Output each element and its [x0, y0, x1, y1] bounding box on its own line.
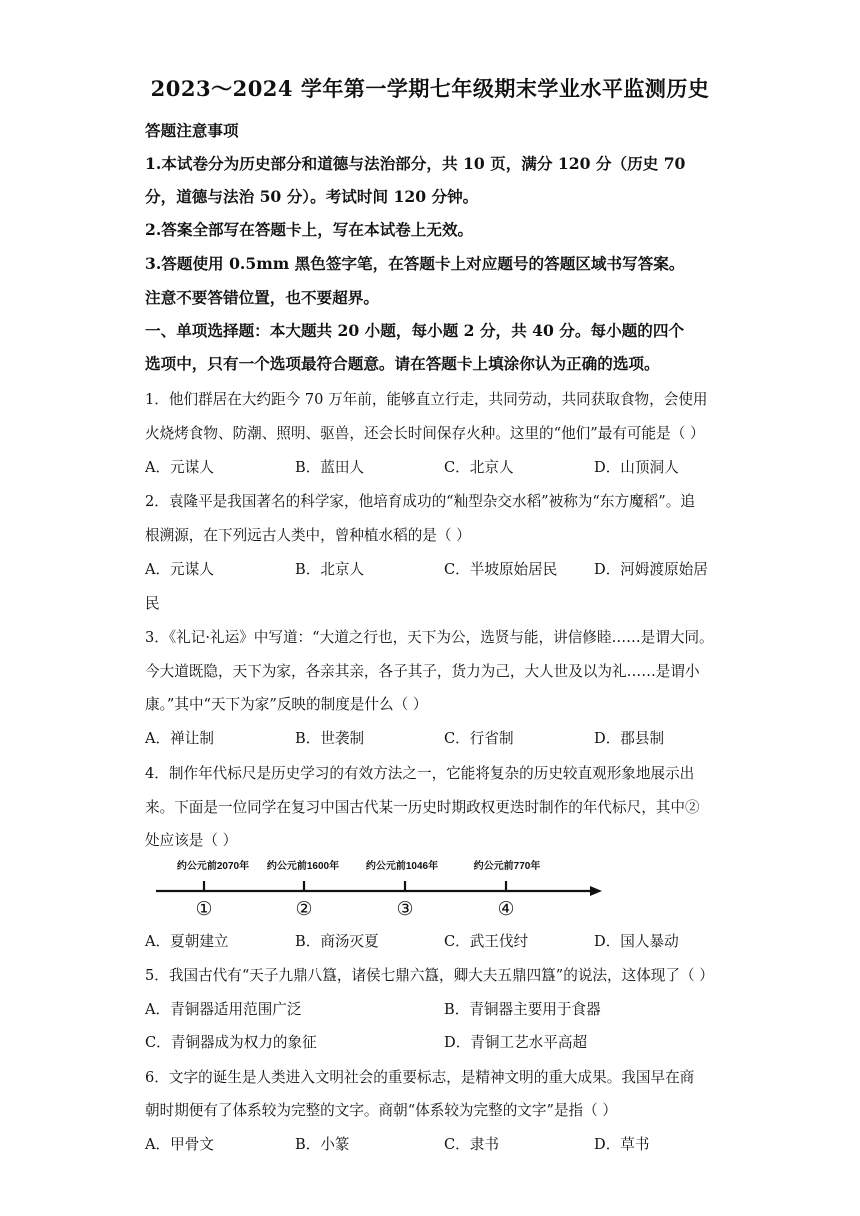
page-title: 2023～2024 学年第一学期七年级期末学业水平监测历史 — [150, 76, 710, 101]
question-2-option-d: D．河姆渡原始居 — [594, 561, 708, 578]
question-3-option-a: A．禅让制 — [145, 730, 214, 747]
notice-heading: 答题注意事项 — [145, 121, 239, 140]
section-header: 一、单项选择题：本大题共 20 小题，每小题 2 分，共 40 分。每小题的四个 — [145, 321, 685, 340]
question-4-stem: 来。下面是一位同学在复习中国古代某一历史时期政权更迭时制作的年代标尺，其中② — [145, 799, 700, 816]
question-2-stem: 根溯源，在下列远古人类中，曾种植水稻的是（ ） — [145, 527, 471, 544]
question-6-option-a: A．甲骨文 — [145, 1136, 214, 1153]
question-3-option-c: C．行省制 — [444, 730, 514, 747]
notice-line: 分，道德与法治 50 分）。考试时间 120 分钟。 — [145, 187, 479, 206]
question-6-option-d: D．草书 — [594, 1136, 650, 1153]
question-5-option-b: B．青铜器主要用于食器 — [444, 1001, 601, 1018]
question-1-option-c: C．北京人 — [444, 459, 514, 476]
question-3-stem: 3．《礼记·礼运》中写道：“大道之行也，天下为公，选贤与能，讲信修睦……是谓大同。 — [145, 629, 714, 646]
section-header: 选项中，只有一个选项最符合题意。请在答题卡上填涂你认为正确的选项。 — [145, 354, 660, 373]
question-5-option-d: D．青铜工艺水平高超 — [444, 1034, 588, 1051]
question-3-stem: 康。”其中“天下为家”反映的制度是什么（ ） — [145, 696, 428, 713]
question-3-option-b: B．世袭制 — [295, 730, 365, 747]
question-2-option-b: B．北京人 — [295, 561, 365, 578]
question-6-option-c: C．隶书 — [444, 1136, 499, 1153]
timeline-label: 约公元前770年 — [473, 861, 541, 872]
question-6-stem: 朝时期便有了体系较为完整的文字。商朝“体系较为完整的文字”是指（ ） — [145, 1102, 617, 1119]
question-4-option-b: B．商汤灭夏 — [295, 933, 379, 950]
timeline-mark: ② — [295, 898, 313, 920]
question-2-option-wrap: 民 — [145, 595, 160, 612]
timeline-label: 约公元前1600年 — [266, 861, 340, 872]
question-2-stem: 2．袁隆平是我国著名的科学家，他培育成功的“籼型杂交水稻”被称为“东方魔稻”。追 — [145, 493, 695, 510]
question-1-stem: 1．他们群居在大约距今 70 万年前，能够直立行走，共同劳动，共同获取食物，会使用 — [145, 391, 708, 408]
question-4-stem: 4．制作年代标尺是历史学习的有效方法之一，它能将复杂的历史较直观形象地展示出 — [145, 765, 695, 782]
timeline-label: 约公元前2070年 — [176, 861, 250, 872]
question-1-option-a: A．元谋人 — [145, 459, 214, 476]
timeline-mark: ③ — [396, 898, 414, 920]
notice-line: 1.本试卷分为历史部分和道德与法治部分，共 10 页，满分 120 分（历史 70 — [145, 154, 686, 173]
question-4-option-d: D．国人暴动 — [594, 933, 679, 950]
question-5-stem: 5．我国古代有“天子九鼎八簋，诸侯七鼎六簋，卿大夫五鼎四簋”的说法，这体现了（ ） — [145, 967, 714, 984]
timeline-arrow — [590, 886, 602, 896]
timeline-mark: ④ — [497, 898, 515, 920]
question-1-stem: 火烧烤食物、防潮、照明、驱兽，还会长时间保存火种。这里的“他们”最有可能是（ ） — [145, 425, 705, 442]
question-5-option-c: C．青铜器成为权力的象征 — [145, 1034, 317, 1051]
question-4-option-a: A．夏朝建立 — [145, 933, 229, 950]
timeline-figure — [150, 852, 610, 922]
question-6-option-b: B．小篆 — [295, 1136, 350, 1153]
question-1-option-b: B．蓝田人 — [295, 459, 365, 476]
question-3-stem: 今大道既隐，天下为家，各亲其亲，各子其子，货力为己，大人世及以为礼……是谓小 — [145, 663, 700, 680]
question-4-option-c: C．武王伐纣 — [444, 933, 529, 950]
question-3-option-d: D．郡县制 — [594, 730, 665, 747]
notice-line: 3.答题使用 0.5mm 黑色签字笔，在答题卡上对应题号的答题区域书写答案。 — [145, 254, 685, 273]
question-2-option-c: C．半坡原始居民 — [444, 561, 558, 578]
timeline-mark: ① — [195, 898, 213, 920]
question-1-option-d: D．山顶洞人 — [594, 459, 679, 476]
question-4-stem: 处应该是（ ） — [145, 832, 238, 849]
question-5-option-a: A．青铜器适用范围广泛 — [145, 1001, 302, 1018]
question-6-stem: 6．文字的诞生是人类进入文明社会的重要标志，是精神文明的重大成果。我国早在商 — [145, 1069, 695, 1086]
question-2-option-a: A．元谋人 — [145, 561, 214, 578]
notice-line: 注意不要答错位置，也不要超界。 — [145, 288, 379, 307]
timeline-label: 约公元前1046年 — [365, 861, 439, 872]
notice-line: 2.答案全部写在答题卡上，写在本试卷上无效。 — [145, 220, 474, 239]
